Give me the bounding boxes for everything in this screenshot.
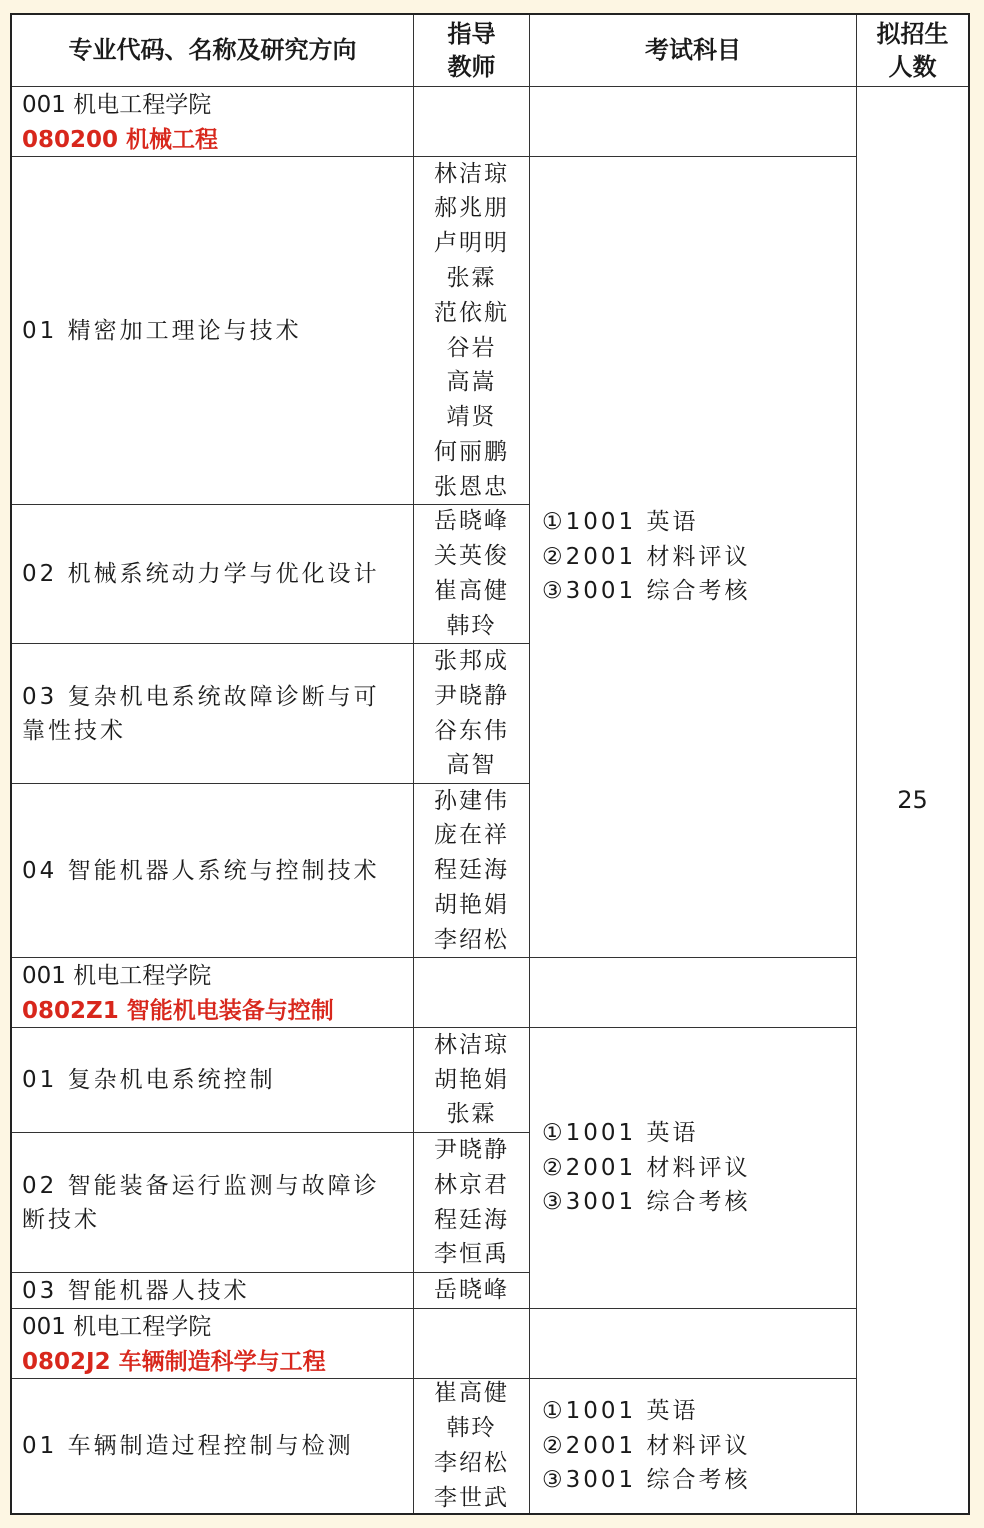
- direction-name: 03 智能机器人技术: [22, 1277, 250, 1304]
- direction-name: 01 复杂机电系统控制: [22, 1067, 276, 1093]
- direction-row: [12, 1028, 414, 1133]
- major-code-name: 080200 机械工程: [22, 126, 219, 153]
- direction-row: [12, 1379, 414, 1513]
- header-major-label: 专业代码、名称及研究方向: [68, 36, 357, 64]
- tutor-name: 程廷海: [434, 857, 509, 884]
- exam-subjects: [530, 157, 857, 958]
- tutor-list: [414, 784, 530, 958]
- tutor-list: [414, 1133, 530, 1273]
- exam-subjects: [530, 1379, 857, 1513]
- enrollment-table: [10, 13, 970, 1515]
- major-header-tutor-blank: [414, 958, 530, 1028]
- tutor-name: 韩玲: [446, 1415, 497, 1442]
- tutor-name: 郝兆朋: [434, 195, 509, 222]
- enrollment-count: 25: [897, 785, 928, 814]
- exam-subject: ①1001 英语: [542, 1397, 699, 1424]
- tutor-name: 高嵩: [446, 369, 497, 396]
- exam-subject: ③3001 综合考核: [542, 578, 751, 605]
- college-name: 001 机电工程学院: [22, 92, 212, 118]
- exam-subject: ③3001 综合考核: [542, 1189, 751, 1216]
- major-code-name: 0802Z1 智能机电装备与控制: [22, 997, 334, 1024]
- tutor-name: 崔高健: [434, 1380, 509, 1407]
- header-tutor: [414, 15, 530, 87]
- exam-subject: ②2001 材料评议: [542, 543, 751, 570]
- tutor-name: 韩玲: [446, 612, 497, 639]
- direction-name: 01 精密加工理论与技术: [22, 317, 302, 344]
- tutor-name: 李绍松: [434, 926, 509, 953]
- exam-subject: ①1001 英语: [542, 1119, 699, 1146]
- exam-subject: ①1001 英语: [542, 508, 699, 535]
- header-count: [857, 15, 968, 87]
- direction-name: 04 智能机器人系统与控制技术: [22, 857, 380, 884]
- direction-name: 01 车辆制造过程控制与检测: [22, 1433, 354, 1459]
- tutor-name: 岳晓峰: [434, 508, 509, 535]
- major-header-exam-blank: [530, 87, 857, 157]
- header-tutor-line1: 指导: [447, 19, 496, 48]
- tutor-name: 李世武: [434, 1484, 509, 1511]
- direction-name: 02 智能装备运行监测与故障诊断技术: [22, 1172, 380, 1233]
- direction-row: [12, 784, 414, 958]
- tutor-name: 张恩忠: [434, 473, 509, 500]
- tutor-name: 林洁琼: [434, 160, 509, 187]
- tutor-name: 程廷海: [434, 1206, 509, 1233]
- tutor-name: 卢明明: [434, 230, 509, 257]
- major-header-row: [12, 958, 414, 1028]
- tutor-name: 张霖: [446, 264, 497, 291]
- header-tutor-line2: 教师: [447, 52, 496, 81]
- tutor-name: 高智: [446, 752, 497, 779]
- tutor-name: 庞在祥: [434, 822, 509, 849]
- tutor-name: 李恒禹: [434, 1241, 509, 1268]
- header-exam: [530, 15, 857, 87]
- tutor-name: 李绍松: [434, 1450, 509, 1476]
- tutor-list: [414, 505, 530, 644]
- major-header-exam-blank: [530, 958, 857, 1028]
- exam-subject: ②2001 材料评议: [542, 1432, 751, 1459]
- tutor-name: 范依航: [434, 299, 509, 326]
- tutor-name: 林洁琼: [434, 1031, 509, 1058]
- direction-row: [12, 157, 414, 505]
- direction-row: [12, 1273, 414, 1309]
- tutor-name: 谷岩: [446, 334, 497, 361]
- tutor-name: 何丽鹏: [434, 438, 509, 465]
- tutor-name: 崔高健: [434, 578, 509, 604]
- tutor-name: 靖贤: [446, 404, 497, 431]
- exam-subject: ②2001 材料评议: [542, 1154, 751, 1181]
- major-header-tutor-blank: [414, 87, 530, 157]
- header-count-line2: 人数: [888, 52, 937, 81]
- header-exam-label: 考试科目: [645, 36, 741, 64]
- tutor-name: 谷东伟: [434, 717, 509, 744]
- tutor-list: [414, 157, 530, 505]
- direction-row: [12, 505, 414, 644]
- college-name: 001 机电工程学院: [22, 1314, 212, 1340]
- major-header-tutor-blank: [414, 1309, 530, 1379]
- tutor-list: [414, 644, 530, 784]
- major-header-exam-blank: [530, 1309, 857, 1379]
- major-header-row: [12, 1309, 414, 1379]
- direction-name: 03 复杂机电系统故障诊断与可靠性技术: [22, 683, 380, 744]
- header-count-line1: 拟招生: [876, 19, 949, 48]
- college-name: 001 机电工程学院: [22, 963, 212, 989]
- major-header-row: [12, 87, 414, 157]
- tutor-name: 尹晓静: [434, 682, 509, 709]
- tutor-name: 林京君: [434, 1171, 509, 1198]
- tutor-name: 张霖: [446, 1101, 497, 1128]
- direction-row: [12, 1133, 414, 1273]
- tutor-name: 胡艳娟: [434, 1066, 509, 1093]
- tutor-list: [414, 1379, 530, 1513]
- exam-subject: ③3001 综合考核: [542, 1467, 751, 1494]
- enrollment-count-cell: [857, 87, 968, 1513]
- direction-row: [12, 644, 414, 784]
- header-major: [12, 15, 414, 87]
- tutor-name: 尹晓静: [434, 1136, 509, 1163]
- major-code-name: 0802J2 车辆制造科学与工程: [22, 1348, 326, 1375]
- tutor-list: [414, 1273, 530, 1309]
- tutor-list: [414, 1028, 530, 1133]
- tutor-name: 胡艳娟: [434, 891, 509, 918]
- tutor-name: 张邦成: [434, 647, 509, 674]
- tutor-name: 关英俊: [434, 543, 509, 570]
- exam-subjects: [530, 1028, 857, 1309]
- tutor-name: 孙建伟: [434, 787, 509, 814]
- tutor-name: 岳晓峰: [434, 1277, 509, 1304]
- direction-name: 02 机械系统动力学与优化设计: [22, 561, 380, 587]
